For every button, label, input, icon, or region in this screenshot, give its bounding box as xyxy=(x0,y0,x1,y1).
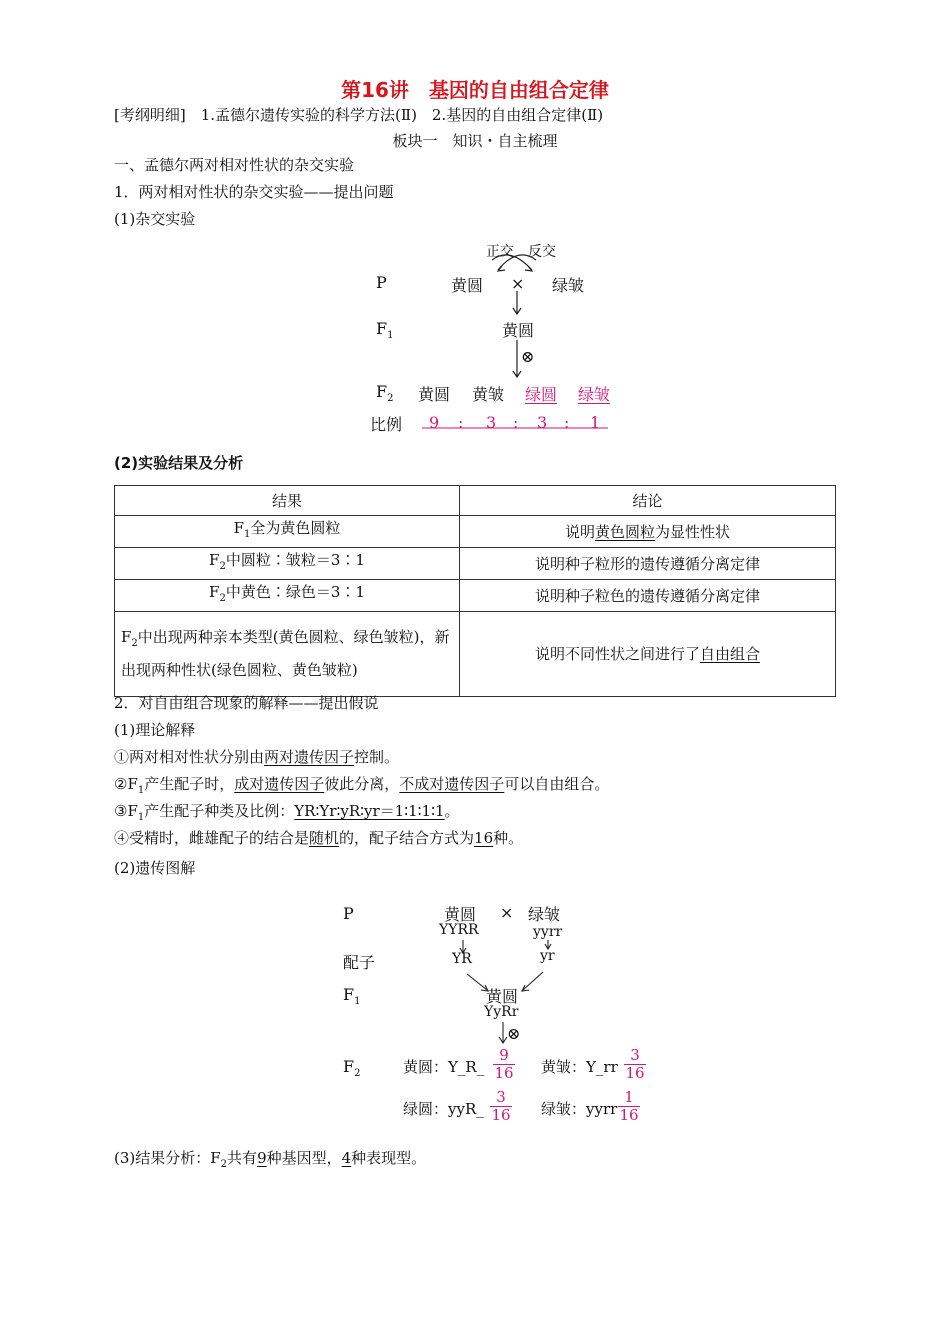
table-row xyxy=(115,580,836,612)
f2-green-wrinkled: 绿皱：yyrr xyxy=(541,1100,618,1118)
gamete-label: 配子 xyxy=(343,953,376,972)
gen-f2: $F_2$ xyxy=(376,382,394,405)
f2-yellow-round: 黄圆：Y_R_ xyxy=(403,1058,485,1076)
table-header-row xyxy=(115,486,836,516)
ratio-4: 1 xyxy=(590,413,601,432)
conclusion-cell: 说明种子粒色的遗传遵循分离定律 xyxy=(460,580,836,612)
f2-green-round-fraction: $\frac{3}{16}$ xyxy=(491,1088,511,1124)
section-2: 2．对自由组合现象的解释——提出假说 xyxy=(114,694,379,712)
section-2-1: (1)理论解释 xyxy=(114,721,196,739)
conclusion-cell: 说明黄色圆粒为显性性状 xyxy=(460,516,836,548)
parent-green-wrinkled: 绿皱 xyxy=(552,276,585,295)
cross-symbol: × xyxy=(500,903,514,922)
block-heading: 板块一 知识・自主梳理 xyxy=(392,132,558,150)
result-cell: $F_2$中黄色∶绿色＝3∶1 xyxy=(115,580,460,612)
f2-type-3: 绿圆 xyxy=(525,385,558,404)
cross-arrows xyxy=(362,236,620,440)
gen-p: P xyxy=(376,273,387,292)
section-1-1-2: (2)实验结果及分析 xyxy=(114,454,244,472)
ratio-3: 3 xyxy=(537,413,548,432)
results-table xyxy=(114,485,836,697)
f1-pheno: 黄圆 xyxy=(486,987,519,1006)
f2-yellow-wrinkled: 黄皱：Y_rr xyxy=(541,1058,618,1076)
f2-type-4: 绿皱 xyxy=(578,385,611,404)
para-1: ①两对相对性状分别由两对遗传因子控制。 xyxy=(114,748,400,766)
section-2-3: (3)结果分析：$F_2$共有9种基因型，4种表现型。 xyxy=(114,1149,427,1170)
page-title: 第16讲 基因的自由组合定律 xyxy=(341,78,609,102)
parent-right-geno: yyrr xyxy=(533,924,563,940)
header-result: 结果 xyxy=(115,486,460,516)
f2-green-wrinkled-fraction: $\frac{1}{16}$ xyxy=(619,1088,639,1124)
ratio-sep-2: : xyxy=(513,413,519,432)
selfing-icon: ⊗ xyxy=(521,347,535,366)
f2-green-round: 绿圆：yyR_ xyxy=(403,1100,484,1118)
f2-yellow-wrinkled-fraction: $\frac{3}{16}$ xyxy=(625,1046,645,1082)
f2-type-1: 黄圆 xyxy=(418,385,451,404)
result-cell: $F_2$中圆粒∶皱粒＝3∶1 xyxy=(115,548,460,580)
gamete-right: yr xyxy=(540,948,555,964)
gen-f1: $F_1$ xyxy=(376,319,394,342)
selfing-icon: ⊗ xyxy=(507,1024,521,1043)
result-cell: $F_2$中出现两种亲本类型(黄色圆粒、绿色皱粒)，新出现两种性状(绿色圆粒、黄色皱粒) xyxy=(115,612,460,697)
para-4: ④受精时，雌雄配子的结合是随机的，配子结合方式为16种。 xyxy=(114,829,524,847)
f2-yellow-round-fraction: $\frac{9}{16}$ xyxy=(494,1046,514,1082)
conclusion-cell: 说明不同性状之间进行了自由组合 xyxy=(460,612,836,697)
genetic-diagram xyxy=(333,890,649,1140)
f1-yellow-round: 黄圆 xyxy=(502,321,535,340)
table-row xyxy=(115,548,836,580)
ratio-sep-1: : xyxy=(458,413,464,432)
section-1-1: 1．两对相对性状的杂交实验——提出问题 xyxy=(114,183,394,201)
section-1: 一、孟德尔两对相对性状的杂交实验 xyxy=(114,156,355,174)
parent-right-pheno: 绿皱 xyxy=(528,905,561,924)
result-cell: $F_1$全为黄色圆粒 xyxy=(115,516,460,548)
section-2-2: (2)遗传图解 xyxy=(114,859,196,877)
gamete-left: YR xyxy=(452,951,472,967)
parent-left-geno: YYRR xyxy=(439,922,479,938)
table-row xyxy=(115,516,836,548)
para-2: $②F_1$产生配子时，成对遗传因子彼此分离，不成对遗传因子可以自由组合。 xyxy=(114,775,610,796)
section-1-1-1: (1)杂交实验 xyxy=(114,210,196,228)
para-3: $③F_1$产生配子种类及比例：YR∶Yr∶yR∶yr＝1∶1∶1∶1。 xyxy=(114,802,460,823)
conclusion-cell: 说明种子粒形的遗传遵循分离定律 xyxy=(460,548,836,580)
cross-labels: 正交 反交 xyxy=(486,244,556,260)
f1-geno: YyRr xyxy=(484,1004,519,1020)
outline: [考纲明细] 1.孟德尔遗传实验的科学方法(Ⅱ) 2.基因的自由组合定律(Ⅱ) xyxy=(114,106,604,124)
gen-p: P xyxy=(343,904,354,923)
ratio-label: 比例 xyxy=(370,415,403,434)
cross-symbol: × xyxy=(511,274,525,293)
table-row xyxy=(115,612,836,697)
gen-f1: $F_1$ xyxy=(343,985,361,1008)
header-conclusion: 结论 xyxy=(460,486,836,516)
ratio-1: 9 xyxy=(429,413,440,432)
cross-diagram xyxy=(362,236,620,440)
gen-f2: $F_2$ xyxy=(343,1057,361,1080)
ratio-sep-3: : xyxy=(564,413,570,432)
f2-type-2: 黄皱 xyxy=(472,385,505,404)
parent-yellow-round: 黄圆 xyxy=(451,276,484,295)
ratio-2: 3 xyxy=(486,413,497,432)
parent-left-pheno: 黄圆 xyxy=(444,905,477,924)
